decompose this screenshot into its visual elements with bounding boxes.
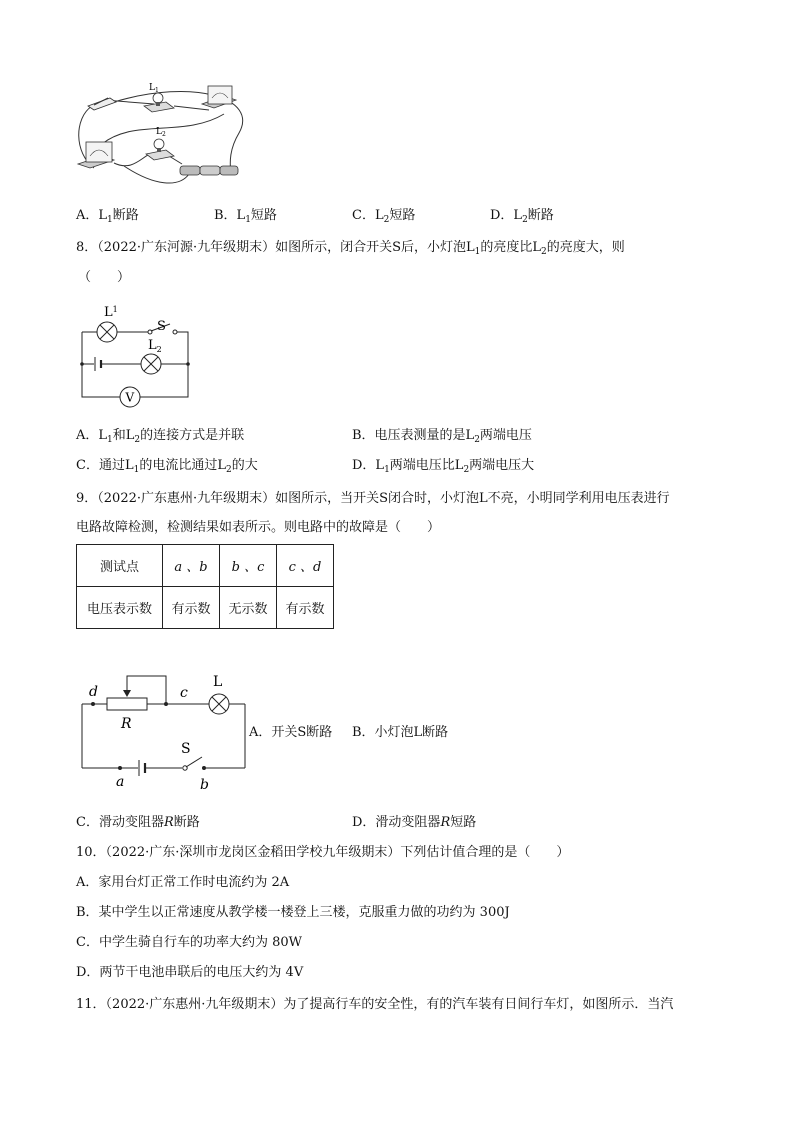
q9-switch-s [183,757,202,770]
q7-option-d[interactable]: D．$L_2$断路 [490,208,554,225]
q7-bulb-l1 [144,93,174,112]
q9-option-d[interactable]: D．滑动变阻器R短路 [352,815,477,830]
q10-stem: 10．（2022·广东·深圳市龙岗区金稻田学校九年级期末）下列估计值合理的是（ ） [76,845,570,860]
q9-label-c: c [180,685,188,701]
table-cell: a 、b [163,545,220,587]
q9-result-table [76,544,334,629]
q7-switch [88,98,116,110]
q8-option-b[interactable]: B．电压表测量的是$L_2$两端电压 [352,428,532,445]
q7-label-l2: $L_2$ [156,127,166,138]
q9-label-d: d [89,684,98,700]
q8-option-a[interactable]: A．$L_1$和$L_2$的连接方式是并联 [76,428,245,445]
q8-stem: 8．（2022·广东河源·九年级期末）如图所示，闭合开关S后，小灯泡$L_1$的亮度比$L_2$的亮度大，则 [76,240,625,257]
q7-option-b[interactable]: B．$L_1$短路 [214,208,277,225]
q9-label-r: R [121,716,132,732]
q11-stem: 11．（2022·广东惠州·九年级期末）为了提高行车的安全性，有的汽车装有日间行车灯，如图所示．当汽 [76,997,674,1012]
table-header-row [77,545,334,587]
q8-lamp-l1 [97,322,117,342]
q8-label-s: S [157,319,166,334]
q8-circuit-figure [74,300,204,412]
q7-bulb-l2 [146,139,174,160]
q8-option-c[interactable]: C．通过$L_1$的电流比通过$L_2$的大 [76,458,258,475]
table-cell: 有示数 [277,587,334,629]
q9-label-l: L [213,674,223,690]
q7-batteries [180,166,238,175]
table-cell: c 、d [277,545,334,587]
q8-lamp-l2 [141,354,161,374]
q9-lamp-l [209,694,229,714]
q8-answer-paren: （ ） [78,270,131,285]
table-cell: b 、c [220,545,277,587]
q9-label-b: b [200,777,209,793]
q8-voltmeter [120,387,140,407]
q7-label-l1: $L_1$ [149,83,159,94]
q9-circuit-figure [74,666,254,796]
table-cell: 无示数 [220,587,277,629]
q7-option-a[interactable]: A．$L_1$断路 [76,208,139,225]
q9-stem-line1: 9．（2022·广东惠州·九年级期末）如图所示，当开关S闭合时，小灯泡L不亮，小明同学利用电压表进行 [76,491,670,506]
q10-option-a[interactable]: A．家用台灯正常工作时电流约为 2A [76,875,290,890]
q9-battery [139,760,145,776]
q8-label-l2: $L_2$ [148,338,162,354]
svg-text:V: V [125,390,135,405]
q8-option-d[interactable]: D．$L_1$两端电压比$L_2$两端电压大 [352,458,535,475]
q9-option-b[interactable]: B．小灯泡L断路 [352,725,449,740]
table-cell: 测试点 [77,545,163,587]
q8-battery [95,357,101,371]
q9-stem-line2: 电路故障检测，检测结果如表所示。则电路中的故障是（ ） [76,520,441,535]
table-cell: 有示数 [163,587,220,629]
q9-label-a: a [116,774,125,790]
q10-option-d[interactable]: D．两节干电池串联后的电压大约为 4V [76,965,304,980]
q10-option-c[interactable]: C．中学生骑自行车的功率大约为 80W [76,935,302,950]
table-row [77,587,334,629]
q9-option-a[interactable]: A．开关S断路 [249,725,333,740]
q7-option-c[interactable]: C．$L_2$短路 [352,208,416,225]
q9-label-s: S [181,741,191,757]
q8-label-l1: $L^1$ [104,305,118,320]
q7-meter-right [202,86,236,108]
q9-option-c[interactable]: C．滑动变阻器R断路 [76,815,200,830]
q7-circuit-figure [74,78,250,188]
table-cell: 电压表示数 [77,587,163,629]
q10-option-b[interactable]: B．某中学生以正常速度从教学楼一楼登上三楼，克服重力做的功约为 300J [76,905,510,920]
q9-rheostat [107,698,147,710]
